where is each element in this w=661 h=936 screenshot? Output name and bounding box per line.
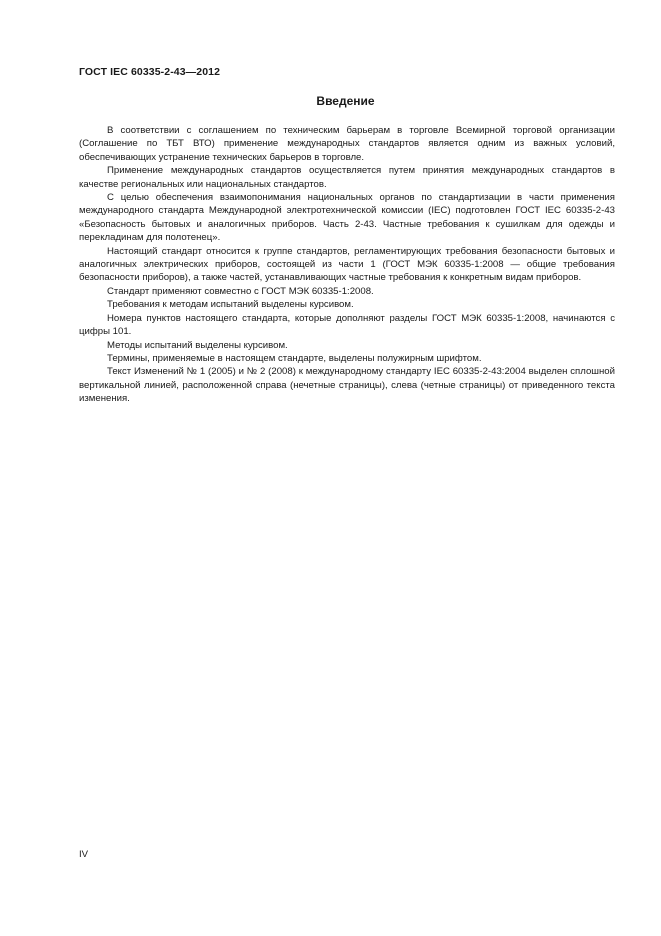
paragraph-test-methods-italic: Методы испытаний выделены курсивом.: [107, 339, 288, 351]
introduction-body: [79, 124, 615, 406]
paragraph-adoption: Применение международных стандартов осуществляется путем принятия международных стандартов в качестве региональных или национальных стандартов.: [79, 165, 615, 190]
paragraph-test-requirements-italic: Требования к методам испытаний выделены курсивом.: [107, 299, 354, 311]
paragraph-applied-with: Стандарт применяют совместно с ГОСТ МЭК 60335-1:2008.: [107, 285, 374, 297]
paragraph-wto-agreement: В соответствии с соглашением по техническим барьерам в торговле Всемирной торговой организации (Соглашение по ТБТ ВТО) применение международных стандартов является одним из важных условий, обеспечивающих устранение технических барьеров в торговле.: [79, 125, 615, 163]
section-title: Введение: [316, 94, 375, 108]
paragraph-clause-numbering: Номера пунктов настоящего стандарта, которые дополняют разделы ГОСТ МЭК 60335-1:2008, начинаются с цифры 101.: [79, 312, 615, 338]
paragraph-amendments: Текст Изменений № 1 (2005) и № 2 (2008) к международному стандарту IEC 60335-2-43:2004 выделен сплошной вертикальной линией, расположенной справа (нечетные страницы), слева (четные страницы) от приведенного текста изменения.: [79, 366, 615, 405]
document-code-header: ГОСТ IEC 60335-2-43—2012: [79, 66, 221, 78]
paragraph-terms-bold: Термины, применяемые в настоящем стандарте, выделены полужирным шрифтом.: [107, 352, 482, 364]
paragraph-purpose: С целью обеспечения взаимопонимания национальных органов по стандартизации в части применения международного стандарта Международной электротехнической комиссии (IEC) подготовлен ГОСТ IEC 60335-2-43 «Безопасность бытовых и аналогичных приборов. Часть 2-43. Частные требования к сушилкам для одежды и перекладинам для полотенец».: [79, 192, 615, 244]
page-number: IV: [79, 849, 89, 860]
paragraph-scope-group: Настоящий стандарт относится к группе стандартов, регламентирующих требования безопасности бытовых и аналогичных электрических приборов, состоящей из части 1 (ГОСТ МЭК 60335-1:2008 — общие требования безопасности приборов), а также частей, устанавливающих частные требования к конкретным видам приборов.: [79, 245, 615, 284]
